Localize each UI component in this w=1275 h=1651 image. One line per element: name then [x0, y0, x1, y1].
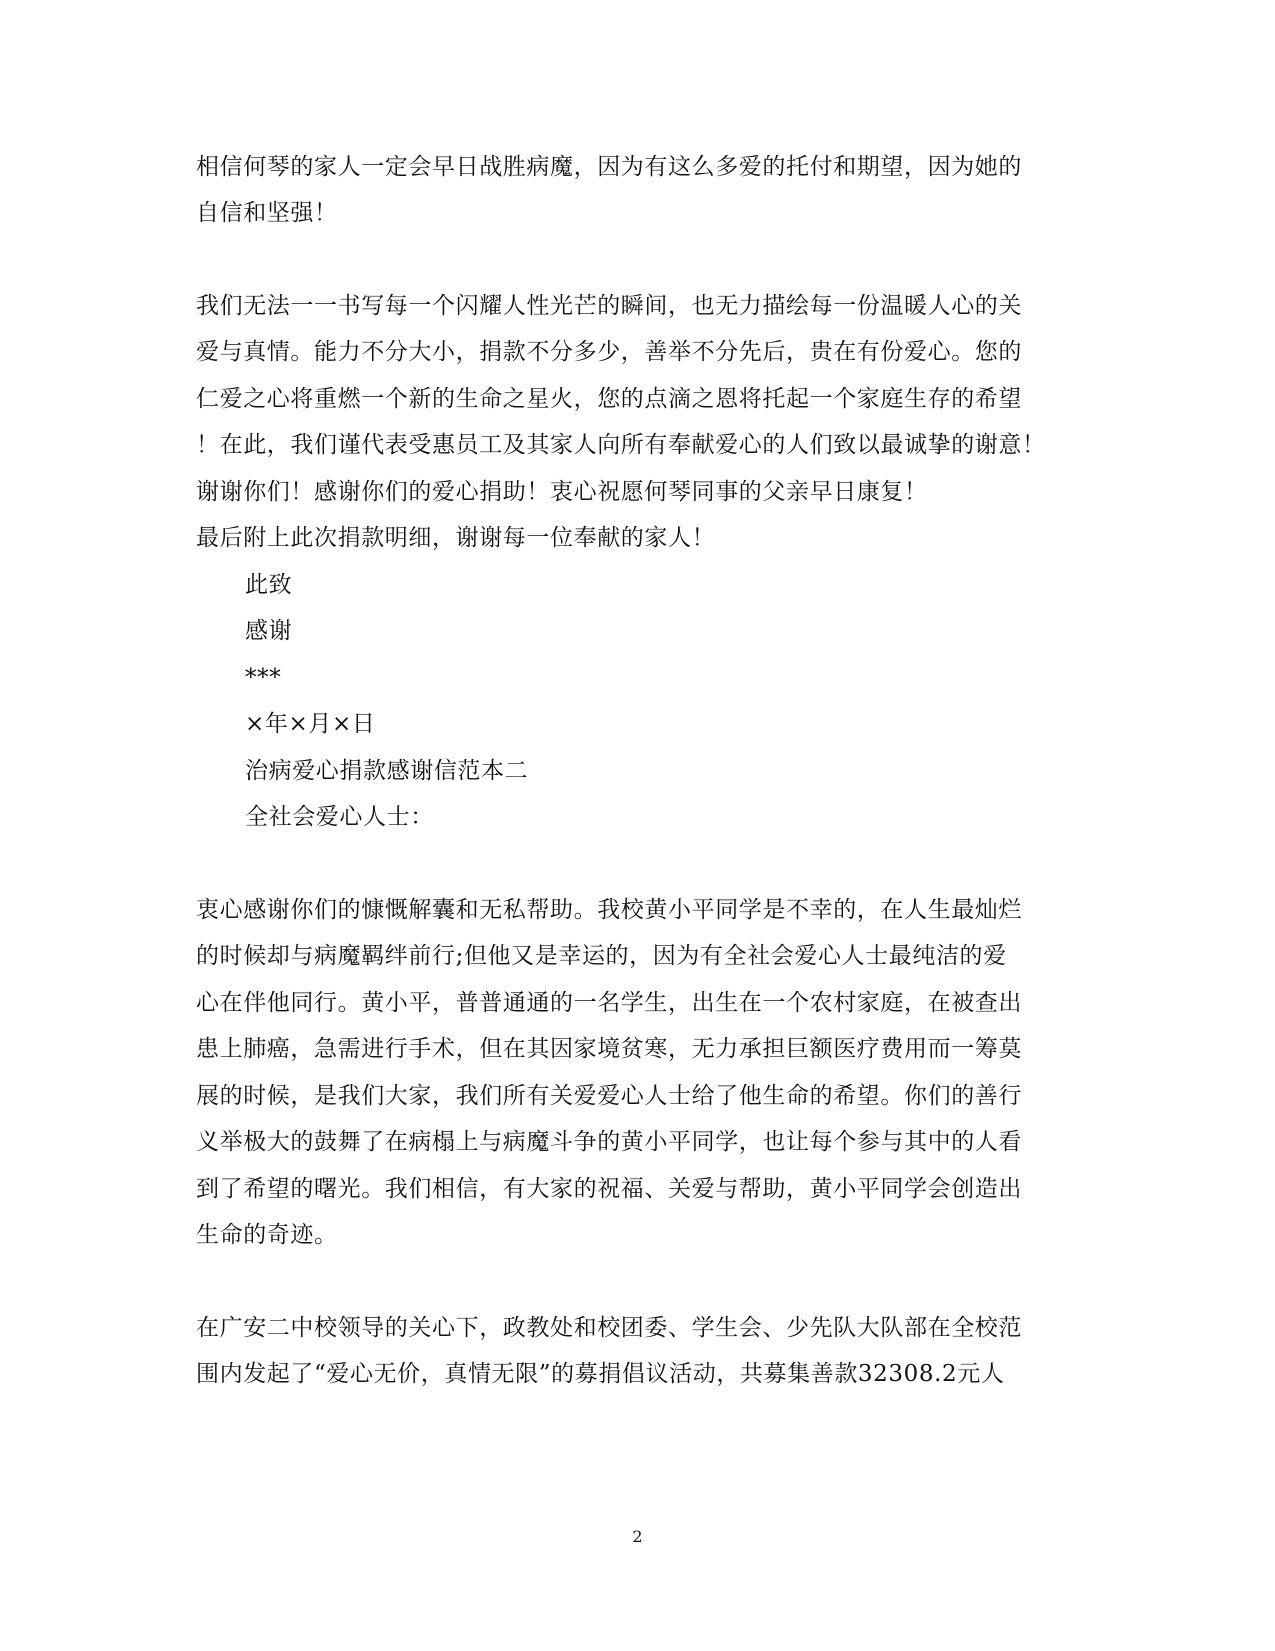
date-line: ×年×月×日 [245, 711, 376, 737]
paragraph-line: 围内发起了“爱心无价，真情无限”的募捐倡议活动，共募集善款32308.2元人 [196, 1361, 1005, 1387]
paragraph-line: 到了希望的曙光。我们相信，有大家的祝福、关爱与帮助，黄小平同学会创造出 [196, 1176, 1022, 1202]
paragraph-line: 最后附上此次捐款明细，谢谢每一位奉献的家人！ [196, 525, 716, 551]
paragraph-line: 谢谢你们！感谢你们的爱心捐助！衷心祝愿何琴同事的父亲早日康复！ [196, 479, 928, 505]
paragraph-line: 相信何琴的家人一定会早日战胜病魔，因为有这么多爱的托付和期望，因为她的 [196, 154, 1022, 180]
paragraph-line: 衷心感谢你们的慷慨解囊和无私帮助。我校黄小平同学是不幸的，在人生最灿烂 [196, 897, 1022, 923]
paragraph-line: 义举极大的鼓舞了在病榻上与病魔斗争的黄小平同学，也让每个参与其中的人看 [196, 1129, 1022, 1155]
paragraph-line: 展的时候，是我们大家，我们所有关爱爱心人士给了他生命的希望。你们的善行 [196, 1083, 1022, 1109]
paragraph-line: 心在伴他同行。黄小平，普普通通的一名学生，出生在一个农村家庭，在被查出 [196, 990, 1022, 1016]
salutation-line: 感谢 [245, 618, 293, 644]
paragraph-line: 我们无法一一书写每一个闪耀人性光芒的瞬间，也无力描绘每一份温暖人心的关 [196, 293, 1022, 319]
paragraph-line: 自信和坚强！ [196, 200, 338, 226]
paragraph-line: 爱与真情。能力不分大小，捐款不分多少，善举不分先后，贵在有份爱心。您的 [196, 339, 1022, 365]
paragraph-line: 在广安二中校领导的关心下，政教处和校团委、学生会、少先队大队部在全校范 [196, 1315, 1022, 1341]
paragraph-line: ！在此，我们谨代表受惠员工及其家人向所有奉献爱心的人们致以最诚挚的谢意！ [196, 432, 1046, 458]
page-number: 2 [632, 1527, 643, 1546]
signature-line: *** [245, 665, 282, 691]
paragraph-line: 仁爱之心将重燃一个新的生命之星火，您的点滴之恩将托起一个家庭生存的希望 [196, 386, 1022, 412]
paragraph-line: 的时候却与病魔羁绊前行;但他又是幸运的，因为有全社会爱心人士最纯洁的爱 [196, 943, 1007, 969]
paragraph-line: 生命的奇迹。 [196, 1222, 338, 1248]
paragraph-line: 患上肺癌，急需进行手术，但在其因家境贫寒，无力承担巨额医疗费用而一筹莫 [196, 1036, 1022, 1062]
salutation-line: 此致 [245, 572, 293, 598]
section-title: 治病爱心捐款感谢信范本二 [245, 758, 529, 784]
greeting-line: 全社会爱心人士： [245, 804, 434, 830]
